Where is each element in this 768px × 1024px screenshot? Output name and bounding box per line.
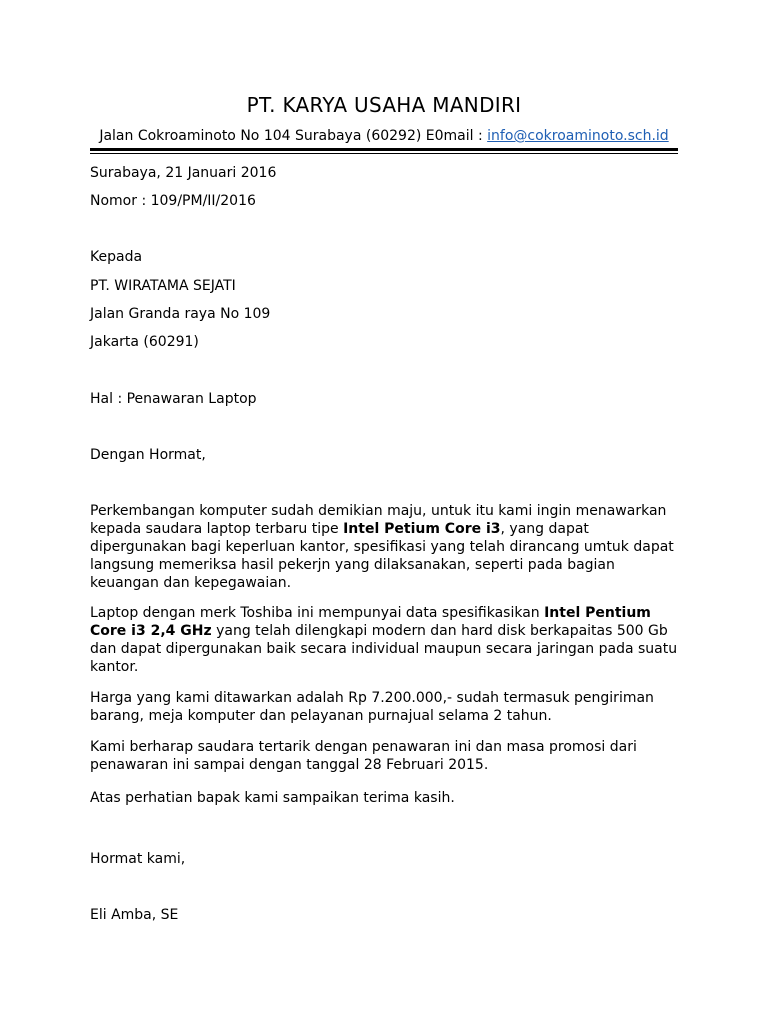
company-name: PT. KARYA USAHA MANDIRI <box>246 93 522 117</box>
closing-regards: Hormat kami, <box>90 851 186 867</box>
p1-text-a: Perkembangan komputer sudah demikian maju, untuk itu kami ingin menawarkan kepada saudara laptop terbaru tipe <box>90 503 667 537</box>
recipient-street: Jalan Granda raya No 109 <box>90 306 271 322</box>
letter-number: Nomor : 109/PM/II/2016 <box>90 193 256 209</box>
signer-name: Eli Amba, SE <box>90 907 179 923</box>
header-divider-thin <box>90 153 678 154</box>
greeting: Dengan Hormat, <box>90 447 206 463</box>
company-address <box>0 126 768 146</box>
p1-text-b: , yang dapat dipergunakan bagi keperluan kantor, spesifikasi yang telah dirancang umtuk dapat langsung memeriksa hasil pekerjn yang dilaksanakan, seperti pada bagian keuangan dan kepegawaian. <box>90 521 674 591</box>
p2-text-b: yang telah dilengkapi modern dan hard disk berkapaitas 500 Gb dan dapat dipergunakan baik secara individual maupun secara jaringan pada suatu kantor. <box>90 623 678 675</box>
recipient-city: Jakarta (60291) <box>90 334 199 350</box>
body-paragraph-1 <box>90 502 680 592</box>
p2-bold: Intel Pentium Core i3 2,4 GHz <box>90 605 651 639</box>
header-divider-thick <box>90 148 678 151</box>
subject-line: Hal : Penawaran Laptop <box>90 391 257 407</box>
place-date: Surabaya, 21 Januari 2016 <box>90 165 277 181</box>
recipient-name: PT. WIRATAMA SEJATI <box>90 278 236 294</box>
p1-bold: Intel Petium Core i3 <box>343 521 501 537</box>
address-text: Jalan Cokroaminoto No 104 Surabaya (60292) E0mail : <box>99 128 488 144</box>
body-paragraph-4: Kami berharap saudara tertarik dengan penawaran ini dan masa promosi dari penawaran ini sampai dengan tanggal 28 Februari 2015. <box>90 739 637 773</box>
body-paragraph-3: Harga yang kami ditawarkan adalah Rp 7.200.000,- sudah termasuk pengiriman barang, meja komputer dan pelayanan purnajual selama 2 tahun. <box>90 690 654 724</box>
email-link[interactable]: info@cokroaminoto.sch.id <box>487 128 669 144</box>
recipient-label: Kepada <box>90 249 143 265</box>
body-paragraph-5: Atas perhatian bapak kami sampaikan terima kasih. <box>90 790 455 806</box>
p2-text-a: Laptop dengan merk Toshiba ini mempunyai data spesifikasikan <box>90 605 545 621</box>
body-paragraph-2 <box>90 604 680 676</box>
